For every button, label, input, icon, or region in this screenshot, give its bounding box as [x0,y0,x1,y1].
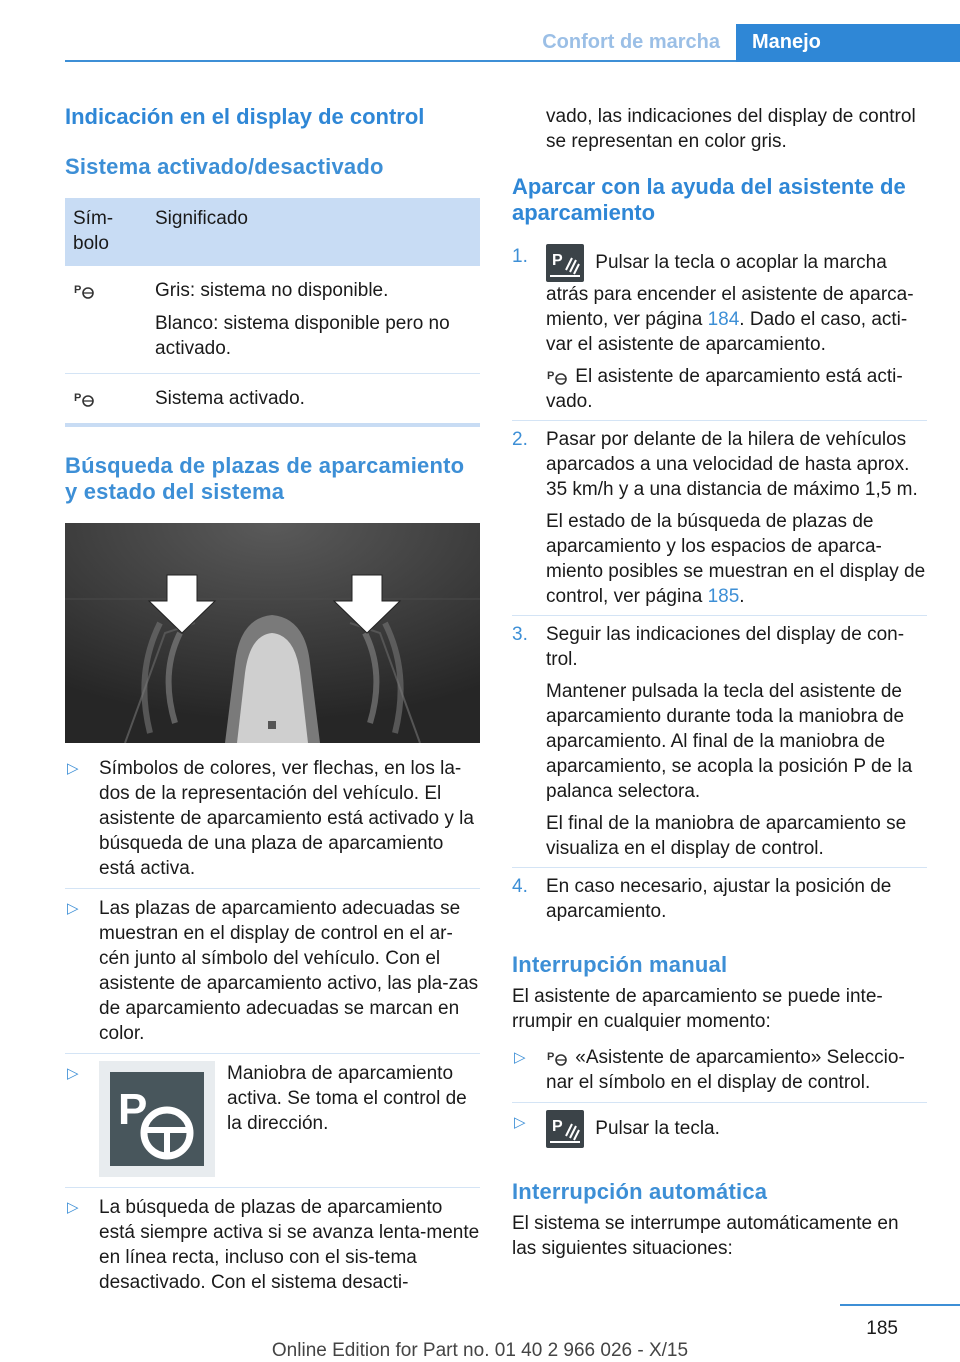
maneuver-active-icon [110,1072,204,1166]
auto-text: El sistema se interrumpe automáticamente en las siguientes situaciones: [512,1213,899,1259]
list-item: 4. En caso necesario, ajustar la posición de aparcamiento. [512,876,892,922]
park-assist-icon [546,368,570,386]
svg-text:P: P [74,283,82,296]
footer-rule [840,1304,960,1306]
meaning-cell: Gris: sistema no disponible. Blanco: sistema disponible pero no activado. [147,266,480,374]
park-assist-grey-icon [73,282,97,300]
maneuver-active-icon-frame [99,1061,215,1177]
list-item: ▷ Las plazas de aparcamiento adecuadas se muestran en el display de control en el ar-cén junto al símbolo del vehículo. Con el asistente de aparcamiento activo, las pla-zas de aparcamiento adecuadas se marcan en color. [65,889,480,1054]
park-assist-icon [546,1049,570,1067]
col-symbol-header: Sím-bolo [65,198,147,266]
page-header [65,24,960,62]
symbol-table [65,198,480,427]
search-heading: Búsqueda de plazas de aparcamiento y estado del sistema [65,453,465,504]
meaning-cell: Sistema activado. [147,374,480,426]
svg-text:P: P [552,1118,563,1135]
page-link[interactable]: 185 [707,586,740,607]
park-heading: Aparcar con la ayuda del asistente de aparcamiento [512,174,906,225]
section-title: Confort de marcha [542,31,720,53]
symbol-cell [65,374,147,426]
auto-heading: Interrupción automática [512,1179,768,1204]
park-steps [512,238,927,930]
right-column [512,104,927,1261]
park-assist-button-icon [546,1110,584,1148]
list-item: ▷ P Maniobra de aparcamiento activa. Se toma el control de la dirección. [65,1054,480,1188]
list-item: ▷ P Pulsar la tecla. [512,1103,927,1155]
park-assist-active-icon [73,390,97,408]
symbol-cell [65,266,147,374]
svg-text:P: P [552,252,563,269]
left-column [65,100,480,1302]
list-item: ▷ Símbolos de colores, ver flechas, en los la-dos de la representación del vehículo. El asistente de aparcamiento está activado y la búsqueda de una plaza de aparcamiento está activa. [65,749,480,889]
chapter-tab: Manejo [736,24,960,62]
page-link[interactable]: 184 [707,309,740,330]
list-item: 2. Pasar por delante de la hilera de vehículos aparcados a una velocidad de hasta aprox. 35 km/h y a una distancia de máximo 1,5 m. El estado de la búsqueda de plazas de aparcamiento y los espacios de aparca-miento posibles se muestran en el display de control, ver página 185. [512,421,927,616]
manual-bullets [512,1038,927,1155]
list-item: ▷ P «Asistente de aparcamiento» Seleccio-nar el símbolo en el display de control. [512,1038,927,1103]
list-item: 3. Seguir las indicaciones del display de con-trol. Mantener pulsada la tecla del asistente de aparcamiento durante toda la maniobra de aparcamiento. Al final de la maniobra de aparcamiento, se acopla la posición P de la palanca selectora. El final de la maniobra de aparcamiento se visualiza en el display de control. [512,616,927,868]
manual-text: El asistente de aparcamiento se puede inte-rrumpir en cualquier momento: [512,986,883,1032]
page-number: 185 [866,1318,898,1339]
svg-text:P: P [547,369,555,382]
display-heading: Indicación en el display de control [65,104,425,129]
system-subheading: Sistema activado/desactivado [65,154,384,179]
list-item: ▷ La búsqueda de plazas de aparcamiento está siempre activa si se avanza lenta-mente en línea recta, incluso con el sis-tema desactivado. Con el sistema desacti- [67,1197,480,1293]
svg-text:P: P [74,391,82,404]
edition-note: Online Edition for Part no. 01 40 2 966 026 - X/15 [271,1340,689,1361]
park-assist-button-icon [546,244,584,282]
search-bullets [65,749,480,1302]
continued-text: vado, las indicaciones del display de control se representan en color gris. [546,106,916,152]
parking-search-illustration [65,523,480,743]
col-meaning-header: Significado [147,198,480,266]
manual-heading: Interrupción manual [512,952,728,977]
list-item: 1. P Pulsar la tecla o acoplar la marcha atrás para encender el asistente de aparca-miento, ver página 184. Dado el caso, acti-var el asistente de aparcamiento. P El asistente de aparcamiento está acti-vado. [512,238,927,421]
svg-text:P: P [547,1050,555,1063]
svg-text:P: P [118,1085,148,1134]
